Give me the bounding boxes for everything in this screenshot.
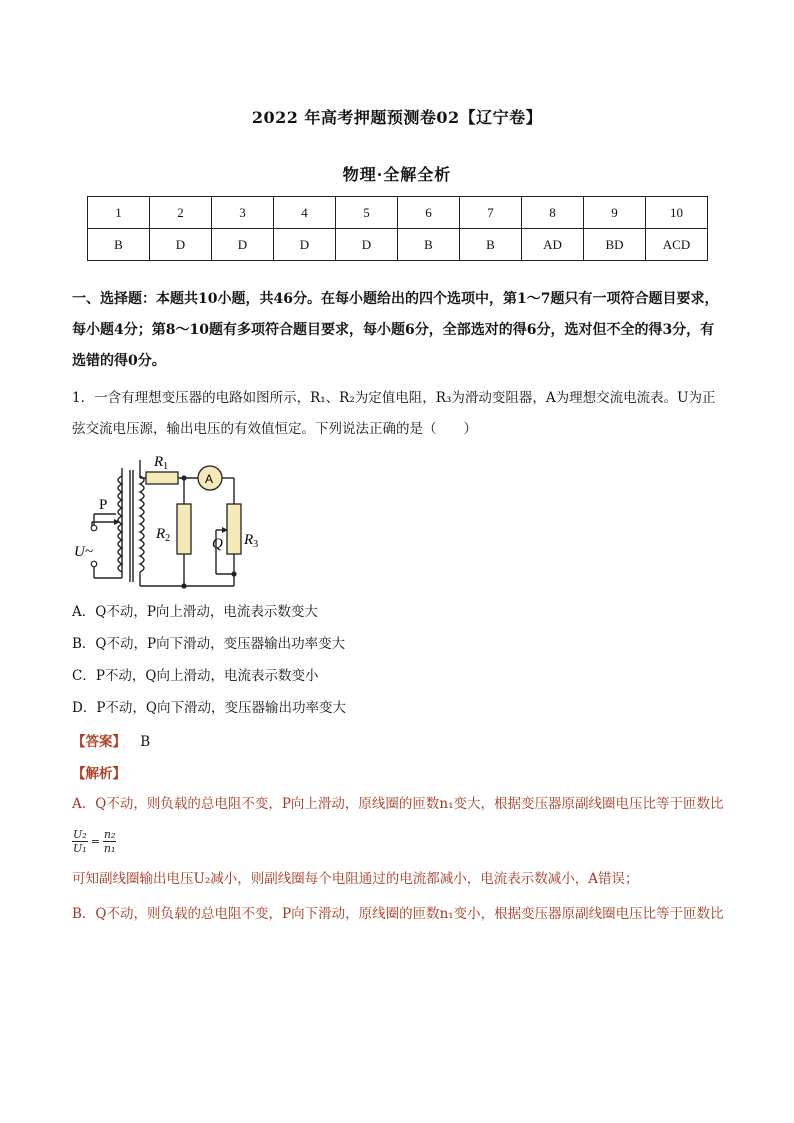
resistor-r3 <box>227 504 241 554</box>
table-cell-answer: D <box>212 229 274 261</box>
table-cell-number: 10 <box>646 197 708 229</box>
table-cell-answer: D <box>150 229 212 261</box>
junction-dot <box>231 571 236 576</box>
option-d: D．P不动，Q向下滑动，变压器输出功率变大 <box>72 700 346 716</box>
circuit-diagram <box>72 440 272 592</box>
analysis-para-a2: 可知副线圈输出电压U₂减小，则副线圈每个电阻通过的电流都减小，电流表示数减小，A错误； <box>72 871 639 887</box>
label-p: P <box>99 497 108 513</box>
label-r1: $R_1$ <box>154 454 169 472</box>
page-subtitle: 物理·全解全析 <box>342 165 452 184</box>
fraction-denominator: U₁ <box>73 841 87 855</box>
table-cell-number: 6 <box>398 197 460 229</box>
option-b: B．Q不动，P向下滑动，变压器输出功率变大 <box>72 636 346 652</box>
table-cell-number: 1 <box>88 197 150 229</box>
secondary-coil <box>140 476 144 572</box>
label-q: Q <box>212 536 223 552</box>
table-cell-answer: AD <box>522 229 584 261</box>
label-ammeter: A <box>205 472 214 486</box>
answer-table-answer-row <box>88 229 708 261</box>
fraction-denominator: n₁ <box>103 841 116 855</box>
fraction-left <box>72 828 88 855</box>
label-r2: $R_2$ <box>156 526 171 544</box>
analysis-para-b: B．Q不动，则负载的总电阻不变，P向下滑动，原线圈的匝数n₁变小，根据变压器原副线圈电压比等于匝数比 <box>72 906 724 922</box>
table-cell-number: 2 <box>150 197 212 229</box>
table-cell-answer: B <box>398 229 460 261</box>
fraction-right <box>103 828 117 855</box>
label-r3: $R_3$ <box>244 532 259 550</box>
table-cell-answer: BD <box>584 229 646 261</box>
question-stem: 1．一含有理想变压器的电路如图所示，R₁、R₂为定值电阻，R₃为滑动变阻器，A为理想交流电流表。U为正弦交流电压源，输出电压的有效值恒定。下列说法正确的是（ ） <box>72 390 716 437</box>
section-instructions: 一、选择题：本题共10小题，共46分。在每小题给出的四个选项中，第1～7题只有一项符合题目要求，每小题4分；第8～10题有多项符合题目要求，每小题6分，全部选对的得6分，选对但不全的得3分，有选错的得0分。 <box>72 291 719 369</box>
page-title: 2022 年高考押题预测卷02【辽宁卷】 <box>251 108 543 127</box>
equals-sign: = <box>90 834 100 848</box>
fraction-numerator: U₂ <box>73 827 87 841</box>
analysis-para-a: A．Q不动，则负载的总电阻不变，P向上滑动，原线圈的匝数n₁变大，根据变压器原副线圈电压比等于匝数比 <box>72 796 724 812</box>
table-cell-answer: B <box>460 229 522 261</box>
answer-value: B <box>140 734 151 750</box>
option-list <box>72 600 724 728</box>
table-cell-number: 7 <box>460 197 522 229</box>
table-cell-number: 5 <box>336 197 398 229</box>
resistor-r1 <box>146 472 178 484</box>
table-cell-number: 9 <box>584 197 646 229</box>
table-cell-number: 3 <box>212 197 274 229</box>
option-a: A．Q不动，P向上滑动，电流表示数变大 <box>72 604 318 620</box>
fraction-numerator: n₂ <box>103 827 116 841</box>
answer-table <box>87 196 708 261</box>
table-cell-number: 4 <box>274 197 336 229</box>
table-cell-answer: D <box>274 229 336 261</box>
table-cell-answer: ACD <box>646 229 708 261</box>
resistor-r2 <box>177 504 191 554</box>
ratio-formula <box>72 819 724 863</box>
terminal-dot <box>91 561 97 567</box>
answer-line <box>72 730 150 750</box>
junction-dot <box>181 475 186 480</box>
terminal-dot <box>91 525 97 531</box>
table-cell-answer: D <box>336 229 398 261</box>
junction-dot <box>181 583 186 588</box>
analysis-body <box>72 790 724 929</box>
table-cell-number: 8 <box>522 197 584 229</box>
answer-label: 【答案】 <box>72 734 126 750</box>
arrow-icon <box>114 519 120 525</box>
analysis-label: 【解析】 <box>72 766 126 782</box>
answer-table-number-row <box>88 197 708 229</box>
option-c: C．P不动，Q向上滑动，电流表示数变小 <box>72 668 319 684</box>
table-cell-answer: B <box>88 229 150 261</box>
label-u: U~ <box>74 544 93 560</box>
